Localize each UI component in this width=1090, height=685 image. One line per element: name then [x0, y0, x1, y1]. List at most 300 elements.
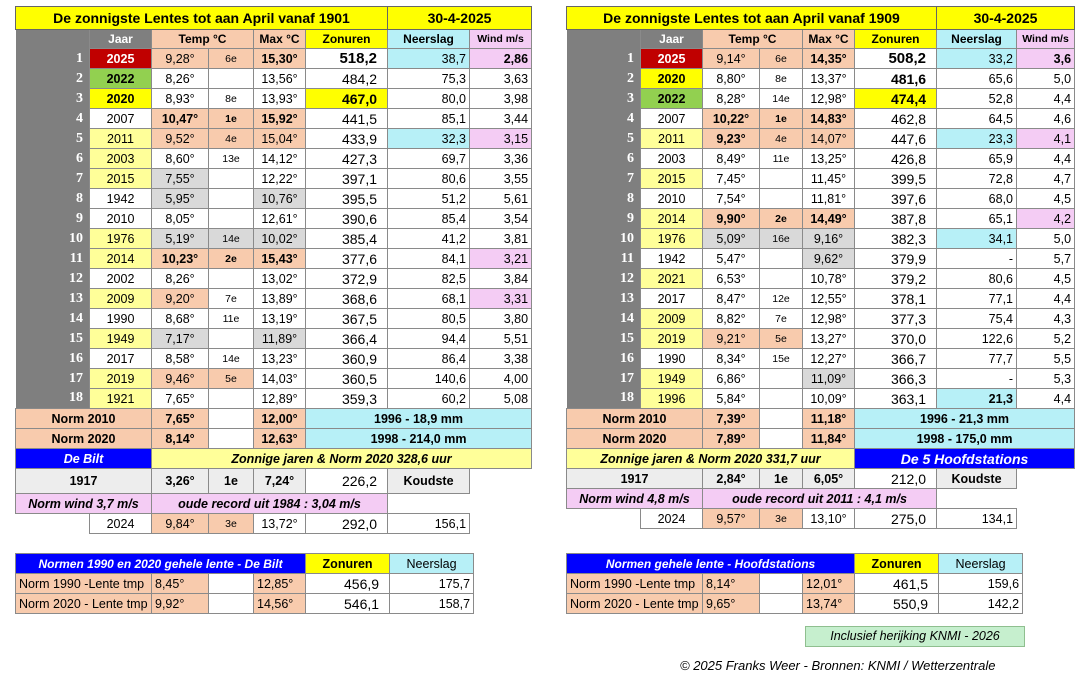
wind-cell: 4,4	[1017, 149, 1075, 169]
table-row	[16, 349, 532, 369]
sun-cell: 390,6	[306, 209, 388, 229]
table-row	[567, 369, 1075, 389]
table-row	[16, 269, 532, 289]
max-cell: 12,61°	[254, 209, 306, 229]
left-coldest-label: Koudste	[388, 469, 470, 494]
rank-cell: 8	[567, 189, 641, 209]
year-cell: 1949	[90, 329, 152, 349]
temp-cell: 5,95°	[152, 189, 209, 209]
rank-cell: 7	[567, 169, 641, 189]
wind-cell: 4,00	[470, 369, 532, 389]
left-norm2020lt-sun: 546,1	[306, 594, 390, 614]
year-cell: 2021	[641, 269, 703, 289]
sun-cell: 426,8	[855, 149, 937, 169]
right-norm1990-max: 12,01°	[803, 574, 855, 594]
temp-rank-cell: 13e	[209, 149, 254, 169]
rain-cell: 122,6	[937, 329, 1017, 349]
empty-cell	[1017, 469, 1075, 489]
right-norm2020lt-rain: 142,2	[939, 594, 1023, 614]
year-cell: 2014	[641, 209, 703, 229]
temp-rank-cell: 7e	[760, 309, 803, 329]
rank-cell: 3	[567, 89, 641, 109]
table-row	[567, 269, 1075, 289]
right-coldest-year: 1917	[567, 469, 703, 489]
table-row	[567, 209, 1075, 229]
right-2024-rank: 3e	[760, 509, 803, 529]
sun-cell: 397,1	[306, 169, 388, 189]
year-cell: 2009	[90, 289, 152, 309]
rank-cell: 7	[16, 169, 90, 189]
rank-cell: 18	[567, 389, 641, 409]
rank-cell: 6	[567, 149, 641, 169]
rain-cell: 85,1	[388, 109, 470, 129]
temp-cell: 10,22°	[703, 109, 760, 129]
temp-cell: 5,09°	[703, 229, 760, 249]
temp-rank-cell	[760, 269, 803, 289]
rank-cell: 12	[567, 269, 641, 289]
rank-cell: 13	[567, 289, 641, 309]
max-cell: 14,49°	[803, 209, 855, 229]
max-cell: 14,83°	[803, 109, 855, 129]
wind-cell: 5,7	[1017, 249, 1075, 269]
table-row	[567, 349, 1075, 369]
left-coldest-rank: 1e	[209, 469, 254, 494]
table-row	[567, 229, 1075, 249]
sun-cell: 379,2	[855, 269, 937, 289]
sun-cell: 433,9	[306, 129, 388, 149]
temp-rank-cell: 12e	[760, 289, 803, 309]
wind-cell: 4,4	[1017, 89, 1075, 109]
rain-cell: 82,5	[388, 269, 470, 289]
sun-cell: 385,4	[306, 229, 388, 249]
empty-cell	[1017, 509, 1075, 529]
table-row	[567, 329, 1075, 349]
left-2024-rain: 156,1	[388, 514, 470, 534]
right-title: De zonnigste Lentes tot aan April vanaf 1909	[567, 7, 937, 30]
temp-rank-cell: 1e	[760, 109, 803, 129]
rain-cell: 33,2	[937, 49, 1017, 69]
sun-cell: 382,3	[855, 229, 937, 249]
temp-rank-cell: 7e	[209, 289, 254, 309]
temp-rank-cell	[209, 209, 254, 229]
empty-cell	[388, 494, 532, 514]
rain-cell: 32,3	[388, 129, 470, 149]
temp-rank-cell: 5e	[209, 369, 254, 389]
table-row	[567, 149, 1075, 169]
year-cell: 2002	[90, 269, 152, 289]
table-row	[16, 169, 532, 189]
temp-cell: 8,93°	[152, 89, 209, 109]
wind-cell: 5,0	[1017, 229, 1075, 249]
sun-cell: 377,6	[306, 249, 388, 269]
rank-cell: 11	[16, 249, 90, 269]
year-cell: 2015	[90, 169, 152, 189]
sun-cell: 378,1	[855, 289, 937, 309]
rank-cell: 10	[16, 229, 90, 249]
table-row	[567, 189, 1075, 209]
wind-cell: 4,5	[1017, 269, 1075, 289]
wind-header: Wind m/s	[1017, 30, 1075, 49]
sun-cell: 360,9	[306, 349, 388, 369]
right-rows	[567, 49, 1075, 409]
rank-cell: 9	[567, 209, 641, 229]
temp-rank-cell	[209, 389, 254, 409]
rank-cell: 16	[16, 349, 90, 369]
temp-rank-cell: 11e	[760, 149, 803, 169]
temp-cell: 5,47°	[703, 249, 760, 269]
left-norm2020lt-max: 14,56°	[254, 594, 306, 614]
right-2024-max: 13,10°	[803, 509, 855, 529]
temp-header: Temp °C	[152, 30, 254, 49]
wind-cell: 3,6	[1017, 49, 1075, 69]
empty-cell	[567, 509, 641, 529]
table-row	[16, 109, 532, 129]
right-2024-year: 2024	[641, 509, 703, 529]
left-wind-norm: Norm wind 3,7 m/s	[16, 494, 152, 514]
table-row	[16, 329, 532, 349]
max-cell: 13,02°	[254, 269, 306, 289]
temp-rank-cell: 4e	[209, 129, 254, 149]
left-norm2010-rain: 1996 - 18,9 mm	[306, 409, 532, 429]
right-norm2020lt-sun: 550,9	[855, 594, 939, 614]
right-norm1990-rain: 159,6	[939, 574, 1023, 594]
rain-cell: 68,0	[937, 189, 1017, 209]
sun-cell: 484,2	[306, 69, 388, 89]
temp-cell: 6,86°	[703, 369, 760, 389]
rank-cell: 9	[16, 209, 90, 229]
left-norm2010-label: Norm 2010	[16, 409, 152, 429]
sun-cell: 395,5	[306, 189, 388, 209]
table-row	[567, 89, 1075, 109]
left-2024-max: 13,72°	[254, 514, 306, 534]
right-norm1990-temp: 8,14°	[703, 574, 760, 594]
year-cell: 1942	[641, 249, 703, 269]
year-cell: 2015	[641, 169, 703, 189]
rank-cell: 2	[567, 69, 641, 89]
sun-cell: 366,3	[855, 369, 937, 389]
temp-rank-cell: 2e	[760, 209, 803, 229]
sun-cell: 427,3	[306, 149, 388, 169]
rain-cell: 60,2	[388, 389, 470, 409]
left-norm2020lt-label: Norm 2020 - Lente tmp	[16, 594, 152, 614]
temp-cell: 9,46°	[152, 369, 209, 389]
wind-cell: 4,4	[1017, 289, 1075, 309]
max-cell: 15,30°	[254, 49, 306, 69]
temp-rank-cell: 14e	[209, 349, 254, 369]
right-norms-sun-header: Zonuren	[855, 554, 939, 574]
year-cell: 2011	[641, 129, 703, 149]
max-cell: 12,89°	[254, 389, 306, 409]
rank-cell: 1	[567, 49, 641, 69]
sun-cell: 366,4	[306, 329, 388, 349]
rain-cell: 52,8	[937, 89, 1017, 109]
left-norms-sun-header: Zonuren	[306, 554, 390, 574]
rank-cell: 16	[567, 349, 641, 369]
rain-cell: 84,1	[388, 249, 470, 269]
max-cell: 12,27°	[803, 349, 855, 369]
wind-cell: 4,4	[1017, 389, 1075, 409]
year-cell: 2020	[90, 89, 152, 109]
temp-rank-cell: 14e	[209, 229, 254, 249]
wind-cell: 5,08	[470, 389, 532, 409]
left-title: De zonnigste Lentes tot aan April vanaf 1901	[16, 7, 388, 30]
right-norm2020-rain: 1998 - 175,0 mm	[855, 429, 1075, 449]
right-coldest-sun: 212,0	[855, 469, 937, 489]
temp-rank-cell: 5e	[760, 329, 803, 349]
table-row	[16, 369, 532, 389]
wind-cell: 3,55	[470, 169, 532, 189]
left-coldest-year: 1917	[16, 469, 152, 494]
left-norm2020-temp: 8,14°	[152, 429, 209, 449]
rank-cell: 13	[16, 289, 90, 309]
table-row	[567, 249, 1075, 269]
wind-cell: 4,7	[1017, 169, 1075, 189]
year-cell: 1976	[641, 229, 703, 249]
wind-cell: 5,61	[470, 189, 532, 209]
right-norm2010-temp: 7,39°	[703, 409, 760, 429]
year-cell: 1996	[641, 389, 703, 409]
year-header: Jaar	[90, 30, 152, 49]
rain-cell: 51,2	[388, 189, 470, 209]
table-row	[16, 89, 532, 109]
temp-cell: 7,55°	[152, 169, 209, 189]
right-date: 30-4-2025	[937, 7, 1075, 30]
year-cell: 2019	[90, 369, 152, 389]
year-cell: 2022	[641, 89, 703, 109]
temp-cell: 8,60°	[152, 149, 209, 169]
max-cell: 10,78°	[803, 269, 855, 289]
table-row	[567, 69, 1075, 89]
temp-cell: 8,80°	[703, 69, 760, 89]
temp-rank-cell: 15e	[760, 349, 803, 369]
temp-cell: 7,65°	[152, 389, 209, 409]
table-row	[16, 229, 532, 249]
max-cell: 14,12°	[254, 149, 306, 169]
max-cell: 11,81°	[803, 189, 855, 209]
max-cell: 14,03°	[254, 369, 306, 389]
rank-cell: 5	[16, 129, 90, 149]
temp-rank-cell: 4e	[760, 129, 803, 149]
left-2024-temp: 9,84°	[152, 514, 209, 534]
right-coldest-max: 6,05°	[803, 469, 855, 489]
right-norms-panel	[566, 553, 1023, 614]
table-row	[16, 189, 532, 209]
rank-cell: 4	[567, 109, 641, 129]
right-norms-table	[566, 553, 1023, 614]
sun-cell: 447,6	[855, 129, 937, 149]
rain-cell: 80,5	[388, 309, 470, 329]
year-cell: 2025	[90, 49, 152, 69]
sun-cell: 399,5	[855, 169, 937, 189]
rank-cell: 3	[16, 89, 90, 109]
empty-cell	[470, 514, 532, 534]
wind-cell: 3,63	[470, 69, 532, 89]
right-main-table	[566, 6, 1075, 529]
temp-cell: 6,53°	[703, 269, 760, 289]
temp-cell: 8,28°	[703, 89, 760, 109]
sun-cell: 366,7	[855, 349, 937, 369]
max-cell: 13,25°	[803, 149, 855, 169]
sun-cell: 441,5	[306, 109, 388, 129]
year-cell: 1921	[90, 389, 152, 409]
wind-header: Wind m/s	[470, 30, 532, 49]
sun-cell: 363,1	[855, 389, 937, 409]
year-cell: 2003	[90, 149, 152, 169]
temp-rank-cell: 11e	[209, 309, 254, 329]
left-norm2020-max: 12,63°	[254, 429, 306, 449]
left-norm1990-rain: 175,7	[390, 574, 474, 594]
year-cell: 2025	[641, 49, 703, 69]
wind-cell: 5,2	[1017, 329, 1075, 349]
right-norm2020lt-label: Norm 2020 - Lente tmp	[567, 594, 703, 614]
temp-cell: 9,52°	[152, 129, 209, 149]
temp-cell: 9,21°	[703, 329, 760, 349]
sun-cell: 359,3	[306, 389, 388, 409]
rain-cell: 65,1	[937, 209, 1017, 229]
rank-cell: 5	[567, 129, 641, 149]
rain-cell: 21,3	[937, 389, 1017, 409]
rain-cell: 65,9	[937, 149, 1017, 169]
temp-cell: 8,34°	[703, 349, 760, 369]
wind-cell: 3,54	[470, 209, 532, 229]
right-2024-rain: 134,1	[937, 509, 1017, 529]
temp-cell: 7,54°	[703, 189, 760, 209]
rain-cell: 140,6	[388, 369, 470, 389]
temp-cell: 8,68°	[152, 309, 209, 329]
temp-rank-cell	[209, 269, 254, 289]
sun-cell: 508,2	[855, 49, 937, 69]
left-norm2020-rain: 1998 - 214,0 mm	[306, 429, 532, 449]
rank-cell: 18	[16, 389, 90, 409]
left-sunny-label: Zonnige jaren & Norm 2020 328,6 uur	[152, 449, 532, 469]
wind-cell: 3,81	[470, 229, 532, 249]
temp-rank-cell	[760, 369, 803, 389]
left-rows	[16, 49, 532, 409]
left-norm1990-sun: 456,9	[306, 574, 390, 594]
empty-cell	[760, 409, 803, 429]
year-header: Jaar	[641, 30, 703, 49]
right-norm1990-sun: 461,5	[855, 574, 939, 594]
table-row	[16, 289, 532, 309]
temp-cell: 10,23°	[152, 249, 209, 269]
left-norm2020-label: Norm 2020	[16, 429, 152, 449]
wind-cell: 4,6	[1017, 109, 1075, 129]
right-norms-rain-header: Neerslag	[939, 554, 1023, 574]
year-cell: 2019	[641, 329, 703, 349]
rain-cell: 23,3	[937, 129, 1017, 149]
max-cell: 11,09°	[803, 369, 855, 389]
table-row	[16, 149, 532, 169]
temp-cell: 9,90°	[703, 209, 760, 229]
year-cell: 1990	[641, 349, 703, 369]
temp-header: Temp °C	[703, 30, 803, 49]
left-norm1990-temp: 8,45°	[152, 574, 209, 594]
empty-cell	[470, 469, 532, 494]
rank-cell: 1	[16, 49, 90, 69]
left-norms-panel	[15, 553, 474, 614]
table-row	[16, 69, 532, 89]
year-cell: 2020	[641, 69, 703, 89]
rain-cell: 86,4	[388, 349, 470, 369]
rank-cell: 4	[16, 109, 90, 129]
temp-rank-cell: 16e	[760, 229, 803, 249]
sun-cell: 377,3	[855, 309, 937, 329]
rank-cell: 12	[16, 269, 90, 289]
left-station-label: De Bilt	[16, 449, 152, 469]
temp-cell: 10,47°	[152, 109, 209, 129]
year-cell: 2009	[641, 309, 703, 329]
rain-cell: 80,6	[388, 169, 470, 189]
rank-header	[16, 30, 90, 49]
rain-cell: -	[937, 369, 1017, 389]
max-cell: 12,55°	[803, 289, 855, 309]
max-cell: 15,92°	[254, 109, 306, 129]
left-2024-rank: 3e	[209, 514, 254, 534]
rank-cell: 14	[16, 309, 90, 329]
rain-cell: 80,6	[937, 269, 1017, 289]
empty-cell	[16, 514, 90, 534]
rank-cell: 15	[567, 329, 641, 349]
sun-cell: 387,8	[855, 209, 937, 229]
left-norms-table	[15, 553, 474, 614]
max-cell: 9,16°	[803, 229, 855, 249]
temp-cell: 8,82°	[703, 309, 760, 329]
left-2024-year: 2024	[90, 514, 152, 534]
rank-cell: 6	[16, 149, 90, 169]
wind-cell: 3,31	[470, 289, 532, 309]
temp-cell: 5,84°	[703, 389, 760, 409]
rain-cell: 77,1	[937, 289, 1017, 309]
year-cell: 2022	[90, 69, 152, 89]
temp-rank-cell	[760, 389, 803, 409]
left-norm2020lt-temp: 9,92°	[152, 594, 209, 614]
max-cell: 11,45°	[803, 169, 855, 189]
rain-cell: 94,4	[388, 329, 470, 349]
max-cell: 13,37°	[803, 69, 855, 89]
max-cell: 13,93°	[254, 89, 306, 109]
knmi-note: Inclusief herijking KNMI - 2026	[805, 626, 1025, 647]
wind-cell: 4,1	[1017, 129, 1075, 149]
credit-text: © 2025 Franks Weer - Bronnen: KNMI / Wetterzentrale	[680, 658, 996, 673]
rank-cell: 17	[16, 369, 90, 389]
temp-cell: 9,23°	[703, 129, 760, 149]
rain-cell: 77,7	[937, 349, 1017, 369]
max-cell: 10,76°	[254, 189, 306, 209]
sun-cell: 397,6	[855, 189, 937, 209]
year-cell: 1976	[90, 229, 152, 249]
max-cell: 14,07°	[803, 129, 855, 149]
temp-rank-cell	[760, 249, 803, 269]
table-row	[567, 49, 1075, 69]
temp-cell: 8,26°	[152, 69, 209, 89]
wind-cell: 3,36	[470, 149, 532, 169]
temp-rank-cell	[760, 169, 803, 189]
left-panel	[15, 6, 532, 534]
max-cell: 13,89°	[254, 289, 306, 309]
table-row	[16, 309, 532, 329]
max-cell: 13,23°	[254, 349, 306, 369]
temp-cell: 8,49°	[703, 149, 760, 169]
empty-cell	[760, 574, 803, 594]
year-cell: 2010	[90, 209, 152, 229]
empty-cell	[209, 409, 254, 429]
max-cell: 9,62°	[803, 249, 855, 269]
right-2024-sun: 275,0	[855, 509, 937, 529]
table-row	[567, 129, 1075, 149]
rain-cell: -	[937, 249, 1017, 269]
rain-cell: 75,3	[388, 69, 470, 89]
empty-cell	[760, 429, 803, 449]
